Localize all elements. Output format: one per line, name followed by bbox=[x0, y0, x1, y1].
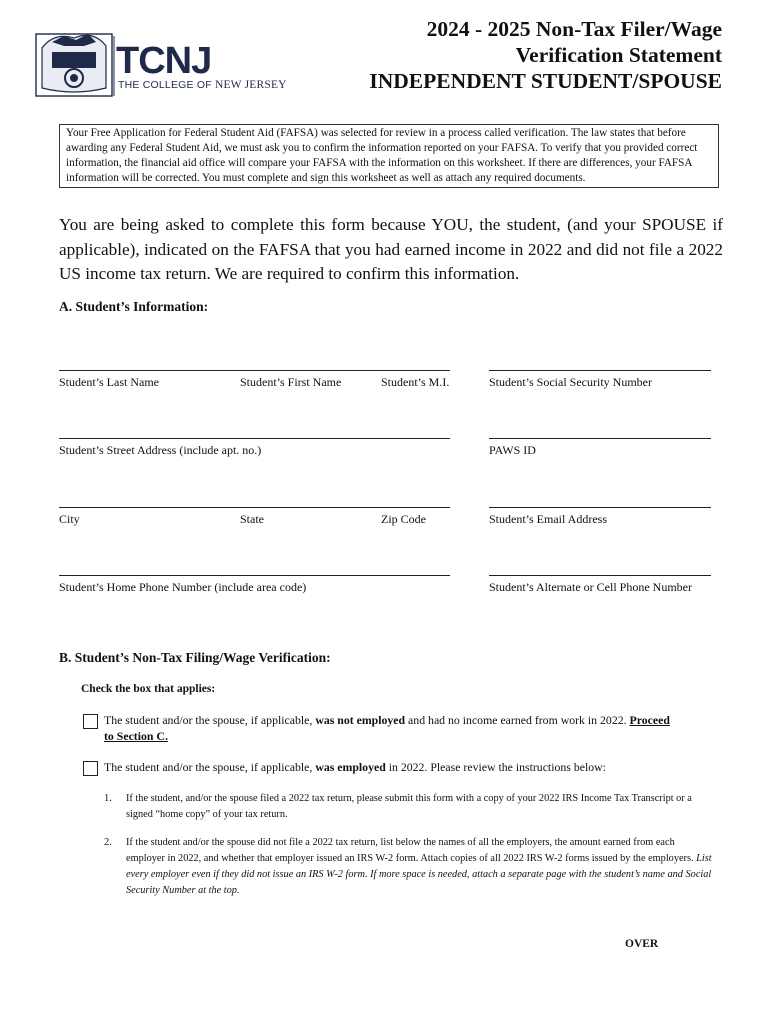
opt1-section-c: to Section C. bbox=[104, 729, 168, 743]
city-label: City bbox=[59, 512, 80, 526]
paws-line[interactable] bbox=[489, 438, 711, 439]
paws-label: PAWS ID bbox=[489, 443, 536, 457]
instruction-1-number: 1. bbox=[104, 793, 112, 804]
form-title bbox=[369, 16, 722, 94]
title-line-1: 2024 - 2025 Non-Tax Filer/Wage bbox=[426, 17, 722, 41]
home-phone-label: Student’s Home Phone Number (include area code) bbox=[59, 580, 307, 594]
ssn-line[interactable] bbox=[489, 370, 711, 371]
not-employed-checkbox[interactable] bbox=[83, 714, 98, 729]
opt2-text-c: in 2022. Please review the instructions below: bbox=[385, 760, 606, 774]
home-phone-line[interactable] bbox=[59, 575, 450, 576]
intro-paragraph: You are being asked to complete this form because YOU, the student, (and your SPOUSE if applicable), indicated on the FAFSA that you had earned income in 2022 and did not file a 2022 US income tax return. We are required to confirm this information. bbox=[59, 215, 723, 283]
verification-notice: Your Free Application for Federal Student Aid (FAFSA) was selected for review in a process called verification. The law states that before awarding any Federal Student Aid, we must ask you to confirm the information reported on your FAFSA. To verify that you provided correct information, the financial aid office will compare your FAFSA with the information on this worksheet. If there are differences, your FAFSA information will be corrected. You must complete and sign this worksheet as well as attach any required documents. bbox=[59, 124, 719, 188]
title-line-2: Verification Statement bbox=[515, 43, 722, 67]
opt1-text-c: and had no income earned from work in 2022. bbox=[405, 713, 630, 727]
address-line[interactable] bbox=[59, 438, 450, 439]
email-label: Student’s Email Address bbox=[489, 512, 607, 526]
mi-label: Student’s M.I. bbox=[381, 375, 450, 389]
opt1-text-b: was not employed bbox=[315, 713, 406, 727]
instruction-2-number: 2. bbox=[104, 837, 112, 848]
email-line[interactable] bbox=[489, 507, 711, 508]
title-line-3: INDEPENDENT STUDENT/SPOUSE bbox=[369, 69, 722, 93]
employed-checkbox[interactable] bbox=[83, 761, 98, 776]
zip-label: Zip Code bbox=[381, 512, 426, 526]
over-label: OVER bbox=[625, 938, 659, 950]
logo-subtitle-b: NEW JERSEY bbox=[214, 79, 287, 91]
city-line[interactable] bbox=[59, 507, 450, 508]
alt-phone-line[interactable] bbox=[489, 575, 711, 576]
first-name-label: Student’s First Name bbox=[240, 375, 342, 389]
state-label: State bbox=[240, 512, 264, 526]
section-b-heading: B. Student’s Non-Tax Filing/Wage Verification: bbox=[59, 650, 331, 665]
employed-option bbox=[104, 759, 724, 775]
alt-phone-label: Student’s Alternate or Cell Phone Number bbox=[489, 580, 692, 594]
not-employed-option bbox=[104, 712, 724, 744]
last-name-label: Student’s Last Name bbox=[59, 375, 159, 389]
name-line[interactable] bbox=[59, 370, 450, 371]
opt2-text-a: The student and/or the spouse, if applicable, bbox=[104, 760, 316, 774]
logo-subtitle-a: THE COLLEGE OF bbox=[118, 79, 215, 91]
instruction-2-italic: List every employer even if they did not issue an IRS W-2 form. If more space is needed, attach a separate page with the student’s name and Social Security Number at the top. bbox=[126, 853, 712, 896]
opt2-text-b: was employed bbox=[315, 760, 386, 774]
ssn-label: Student’s Social Security Number bbox=[489, 375, 652, 389]
opt1-text-a: The student and/or the spouse, if applicable, bbox=[104, 713, 316, 727]
instruction-2-main: If the student and/or the spouse did not file a 2022 tax return, list below the names of all the employers, the amount earned from each employer in 2022, and whether that employer issued an IRS W-2 form. Attach copies of all 2022 IRS W-2 forms issued by the employers. bbox=[126, 837, 697, 864]
instruction-1-text: If the student, and/or the spouse filed a 2022 tax return, please submit this form with a copy of your 2022 IRS Income Tax Transcript or a signed “home copy” of your tax return. bbox=[126, 793, 692, 820]
logo-wordmark: TCNJ bbox=[116, 40, 212, 82]
address-label: Student’s Street Address (include apt. no.) bbox=[59, 443, 262, 457]
check-instructions: Check the box that applies: bbox=[81, 683, 216, 695]
section-a-heading: A. Student’s Information: bbox=[59, 299, 209, 314]
opt1-proceed: Proceed bbox=[629, 713, 670, 727]
instruction-2-text bbox=[126, 835, 716, 899]
logo-subtitle bbox=[118, 79, 287, 91]
